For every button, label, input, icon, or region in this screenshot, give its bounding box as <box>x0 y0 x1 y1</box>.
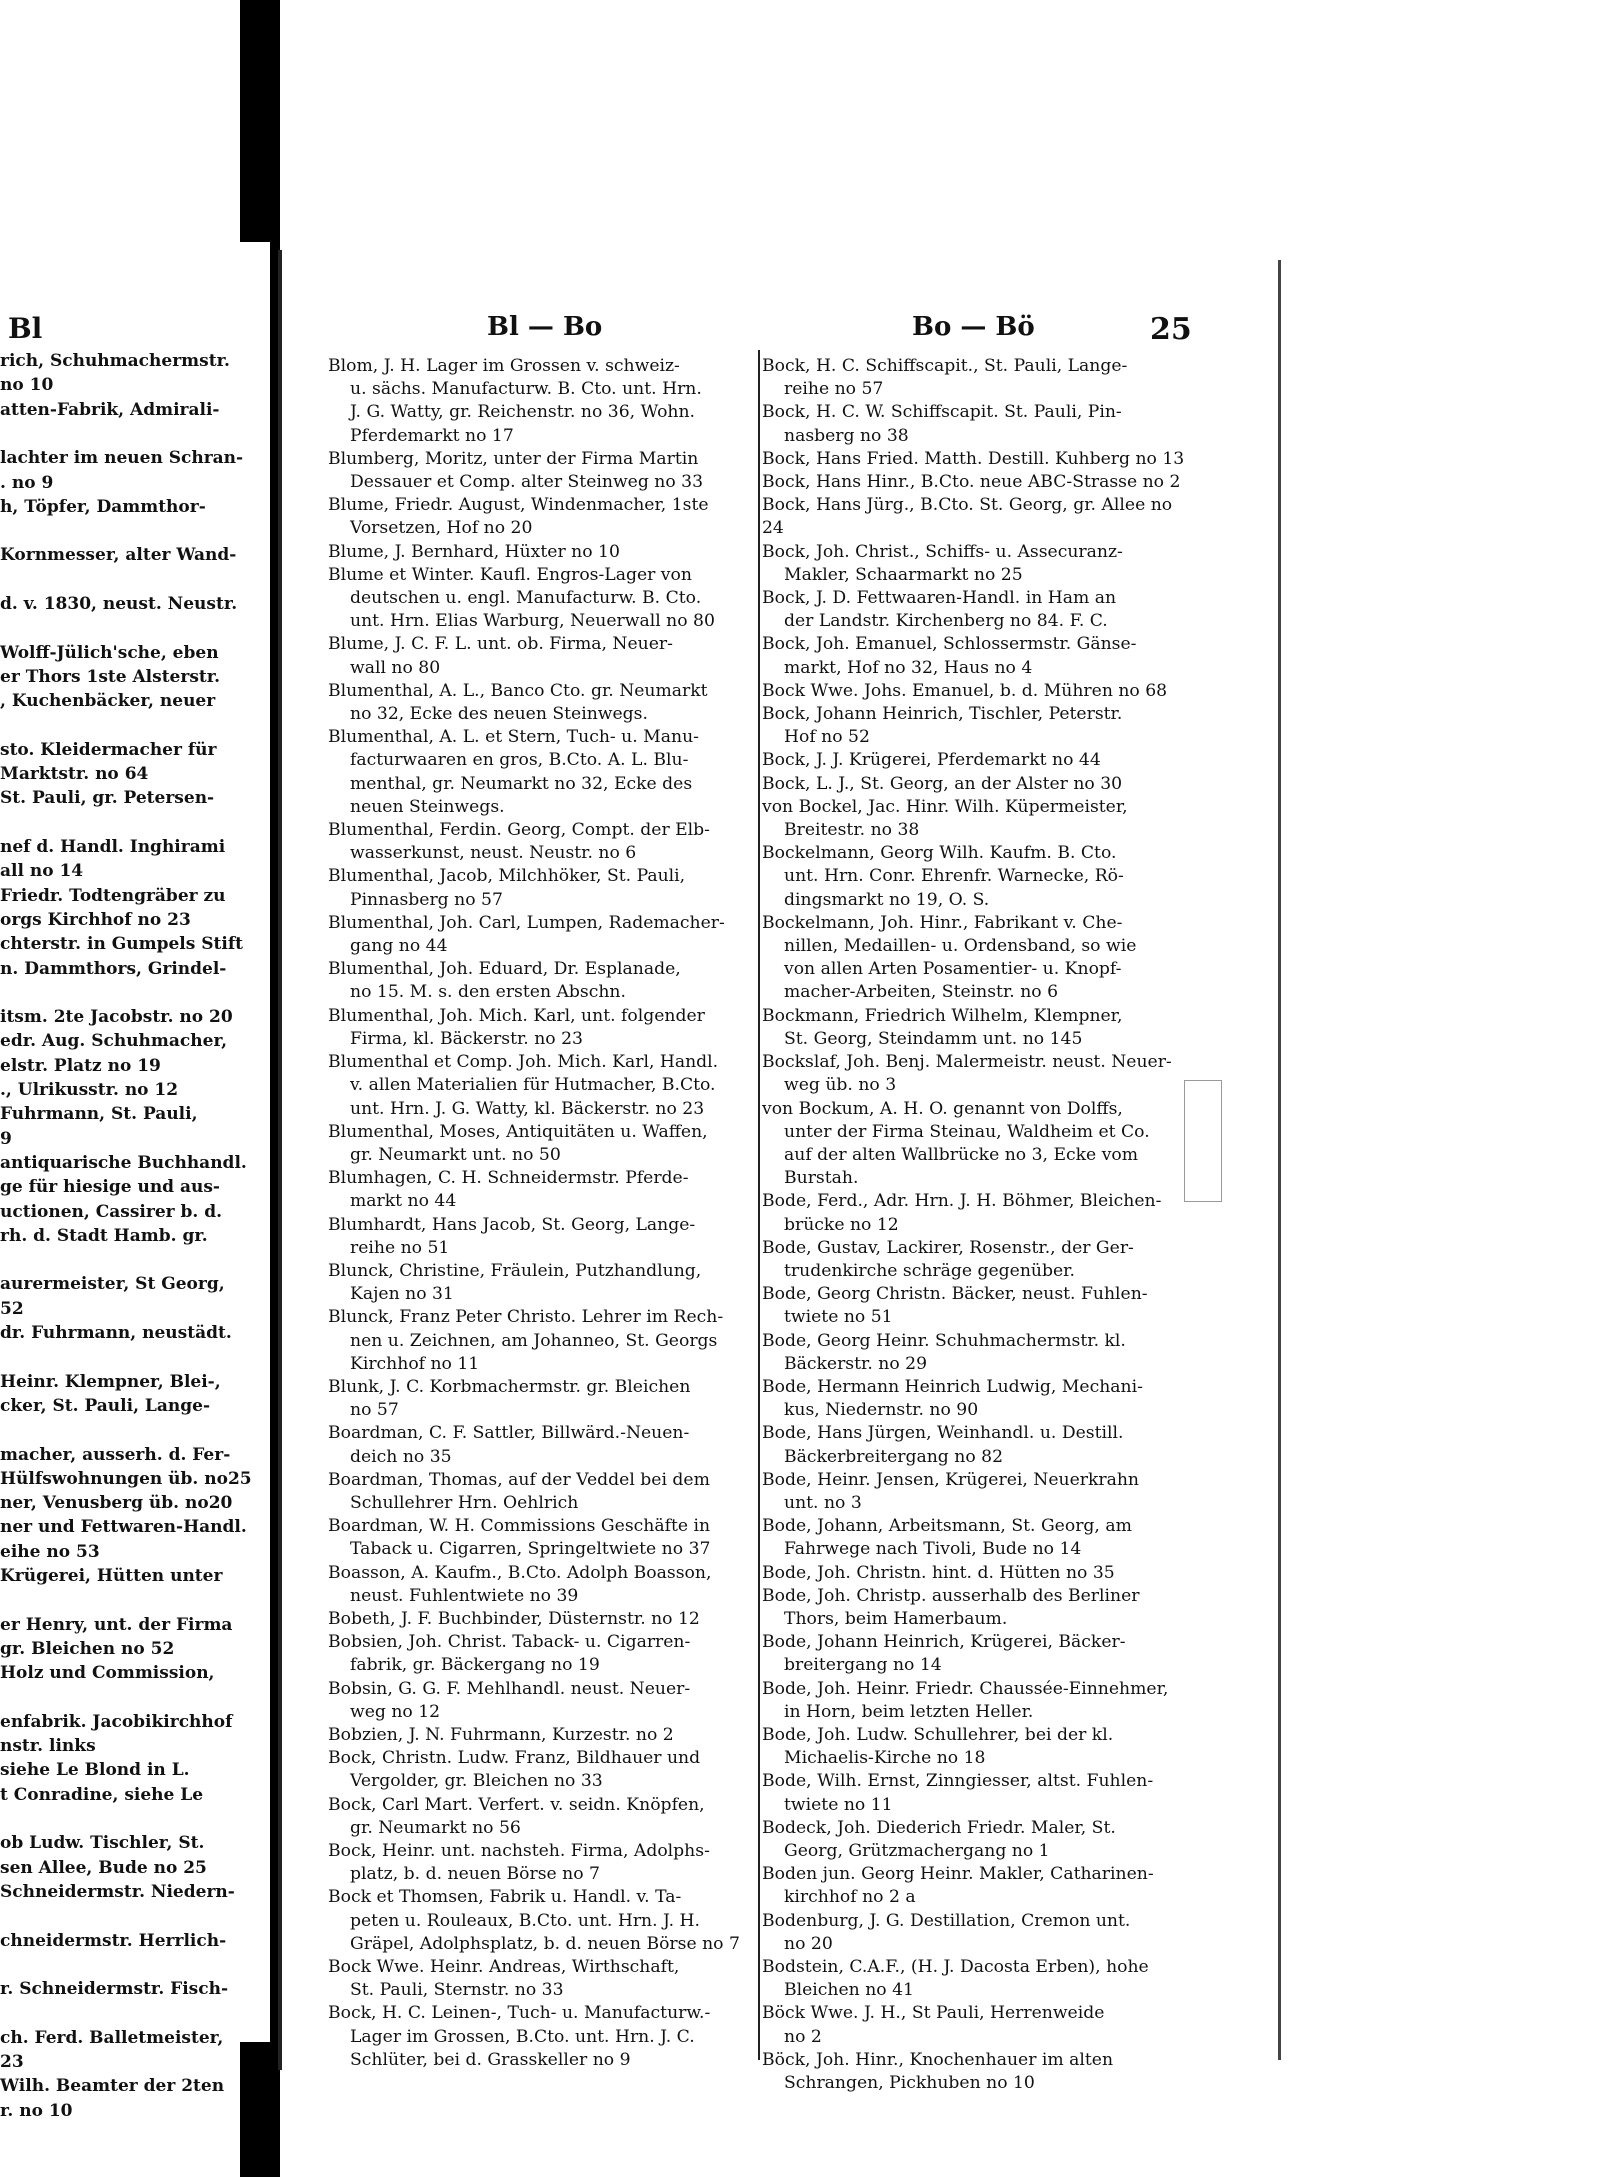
entry-first-line: Boasson, A. Kaufm., B.Cto. Adolph Boasson, <box>328 1562 712 1583</box>
entry-continuation-line: Bleichen no 41 <box>784 1980 914 2001</box>
entry-first-line: Boardman, C. F. Sattler, Billwärd.-Neuen- <box>328 1423 690 1444</box>
entry-first-line: Bock, Hans Fried. Matth. Destill. Kuhberg no 13 <box>762 448 1185 469</box>
entry-first-line: Bockmann, Friedrich Wilhelm, Klempner, <box>762 1005 1123 1026</box>
entry-continuation-line: Vergolder, gr. Bleichen no 33 <box>350 1771 603 1792</box>
entry-first-line: Bode, Joh. Christn. hint. d. Hütten no 35 <box>762 1562 1115 1583</box>
entry-first-line: Blumhardt, Hans Jacob, St. Georg, Lange- <box>328 1214 696 1235</box>
directory-entry <box>328 680 754 726</box>
entry-continuation-line: facturwaaren en gros, B.Cto. A. L. Blu- <box>350 750 689 771</box>
entry-continuation-line: platz, b. d. neuen Börse no 7 <box>350 1864 600 1885</box>
left-page-line: eihe no 53 <box>0 1541 100 1562</box>
entry-first-line: Bock Wwe. Heinr. Andreas, Wirthschaft, <box>328 1957 680 1978</box>
directory-entry <box>762 1376 1186 1422</box>
left-page-line: nstr. links <box>0 1736 96 1757</box>
directory-entry <box>328 355 754 448</box>
entry-first-line: Blumhagen, C. H. Schneidermstr. Pferde- <box>328 1168 689 1189</box>
entry-continuation-line: dingsmarkt no 19, O. S. <box>784 889 990 910</box>
entry-continuation-line: peten u. Rouleaux, B.Cto. unt. Hrn. J. H. <box>350 1910 700 1931</box>
left-page-line: r. Schneidermstr. Fisch- <box>0 1979 229 2000</box>
directory-entry <box>762 471 1186 494</box>
left-page-line: er Henry, unt. der Firma <box>0 1614 233 1635</box>
entry-first-line: Böck Wwe. J. H., St Pauli, Herrenweide <box>762 2003 1105 2024</box>
directory-entry <box>328 1005 754 1051</box>
entry-continuation-line: Schullehrer Hrn. Oehlrich <box>350 1492 579 1513</box>
directory-column-1 <box>328 355 754 2072</box>
left-page-line: Friedr. Todtengräber zu <box>0 885 226 906</box>
directory-entry <box>328 1051 754 1121</box>
left-page-line: cker, St. Pauli, Lange- <box>0 1395 211 1416</box>
entry-continuation-line: Lager im Grossen, B.Cto. unt. Hrn. J. C. <box>350 2026 695 2047</box>
entry-first-line: Blumenthal, Jacob, Milchhöker, St. Pauli, <box>328 866 686 887</box>
entry-first-line: Bock, Christn. Ludw. Franz, Bildhauer und <box>328 1748 701 1769</box>
entry-first-line: Blom, J. H. Lager im Grossen v. schweiz- <box>328 356 680 376</box>
entry-first-line: Blumenthal, Joh. Carl, Lumpen, Rademacher- <box>328 912 725 933</box>
directory-entry <box>762 680 1186 703</box>
directory-entry <box>762 1956 1186 2002</box>
running-head-right: Bo — Bö <box>912 312 1035 342</box>
entry-continuation-line: weg üb. no 3 <box>784 1075 897 1096</box>
right-page-edge <box>1278 260 1281 2060</box>
directory-entry <box>762 773 1186 796</box>
entry-continuation-line: unter der Firma Steinau, Waldheim et Co. <box>784 1121 1150 1142</box>
left-page-line: elstr. Platz no 19 <box>0 1055 161 1076</box>
directory-entry <box>762 1098 1186 1191</box>
entry-first-line: Bodstein, C.A.F., (H. J. Dacosta Erben), hohe <box>762 1957 1149 1978</box>
directory-entry <box>328 2002 754 2072</box>
left-page-line: ge für hiesige und aus- <box>0 1177 220 1198</box>
left-page-line: . no 9 <box>0 472 54 493</box>
entry-continuation-line: no 20 <box>784 1933 833 1954</box>
directory-entry <box>762 1678 1186 1724</box>
directory-entry <box>328 1562 754 1608</box>
entry-first-line: Blumenthal, A. L. et Stern, Tuch- u. Manu- <box>328 727 699 748</box>
left-page-line: Krügerei, Hütten unter <box>0 1566 223 1586</box>
entry-continuation-line: weg no 12 <box>350 1701 441 1722</box>
left-page-line: all no 14 <box>0 861 84 882</box>
directory-entry <box>762 1724 1186 1770</box>
entry-first-line: Bock, Heinr. unt. nachsteh. Firma, Adolphs- <box>328 1841 710 1861</box>
directory-entry <box>762 541 1186 587</box>
directory-column-2 <box>762 355 1186 2095</box>
entry-first-line: Boden jun. Georg Heinr. Makler, Catharinen- <box>762 1864 1154 1885</box>
directory-entry <box>762 1005 1186 1051</box>
left-page-line: ., Ulrikusstr. no 12 <box>0 1080 179 1100</box>
entry-continuation-line: Hof no 52 <box>784 727 870 748</box>
entry-first-line: Blume, J. Bernhard, Hüxter no 10 <box>328 541 620 562</box>
entry-continuation-line: auf der alten Wallbrücke no 3, Ecke vom <box>784 1144 1139 1165</box>
left-page-line: enfabrik. Jacobikirchhof <box>0 1711 233 1732</box>
directory-entry <box>762 587 1186 633</box>
directory-entry <box>762 1051 1186 1097</box>
left-page-line: Hülfswohnungen üb. no25 <box>0 1468 252 1489</box>
directory-entry <box>762 912 1186 1005</box>
directory-entry <box>762 1330 1186 1376</box>
entry-first-line: Bock, H. C. W. Schiffscapit. St. Pauli, Pin- <box>762 402 1122 423</box>
entry-first-line: Bode, Joh. Christp. ausserhalb des Berliner <box>762 1585 1140 1606</box>
entry-first-line: Blume, Friedr. August, Windenmacher, 1ste <box>328 495 709 516</box>
entry-first-line: Blumberg, Moritz, unter der Firma Martin <box>328 448 699 469</box>
left-page-line: Kornmesser, alter Wand- <box>0 545 237 566</box>
directory-entry <box>328 1886 754 1956</box>
entry-first-line: Bode, Johann, Arbeitsmann, St. Georg, am <box>762 1516 1132 1537</box>
entry-first-line: Bode, Joh. Ludw. Schullehrer, bei der kl. <box>762 1724 1114 1745</box>
library-stamp <box>1184 1080 1222 1202</box>
entry-continuation-line: wall no 80 <box>350 657 441 678</box>
entry-first-line: Bode, Wilh. Ernst, Zinngiesser, altst. Fuhlen- <box>762 1771 1154 1792</box>
entry-continuation-line: nasberg no 38 <box>784 425 909 446</box>
entry-first-line: Bock, Hans Hinr., B.Cto. neue ABC-Strasse no 2 <box>762 472 1181 493</box>
left-page-line: lachter im neuen Schran- <box>0 448 244 469</box>
directory-entry <box>328 958 754 1004</box>
directory-entry <box>328 1214 754 1260</box>
directory-entry <box>328 1840 754 1886</box>
left-page-line: 9 <box>0 1128 12 1149</box>
entry-continuation-line: Gräpel, Adolphsplatz, b. d. neuen Börse no 7 <box>350 1933 740 1954</box>
entry-continuation-line: no 57 <box>350 1400 399 1421</box>
entry-first-line: Bode, Ferd., Adr. Hrn. J. H. Böhmer, Bleichen- <box>762 1191 1162 1212</box>
directory-entry <box>328 541 754 564</box>
directory-entry <box>328 1794 754 1840</box>
entry-first-line: von Bockel, Jac. Hinr. Wilh. Küpermeister, <box>762 796 1128 817</box>
entry-first-line: Bobsien, Joh. Christ. Taback- u. Cigarren- <box>328 1632 691 1653</box>
directory-entry <box>328 726 754 819</box>
directory-entry <box>762 796 1186 842</box>
directory-entry <box>762 703 1186 749</box>
directory-entry <box>762 494 1186 540</box>
entry-continuation-line: Pinnasberg no 57 <box>350 889 503 910</box>
entry-first-line: Bode, Heinr. Jensen, Krügerei, Neuerkrahn <box>762 1469 1139 1490</box>
left-page-line: St. Pauli, gr. Petersen- <box>0 788 215 809</box>
directory-entry <box>328 1469 754 1515</box>
entry-continuation-line: Taback u. Cigarren, Springeltwiete no 37 <box>350 1539 711 1560</box>
entry-continuation-line: Michaelis-Kirche no 18 <box>784 1748 986 1769</box>
directory-entry <box>762 2049 1186 2095</box>
left-page-line: sto. Kleidermacher für <box>0 739 217 760</box>
entry-continuation-line: von allen Arten Posamentier- u. Knopf- <box>784 959 1122 980</box>
entry-continuation-line: Fahrwege nach Tivoli, Bude no 14 <box>784 1539 1082 1560</box>
entry-continuation-line: reihe no 57 <box>784 379 884 400</box>
entry-continuation-line: gr. Neumarkt no 56 <box>350 1817 521 1838</box>
left-page-line: Marktstr. no 64 <box>0 764 149 785</box>
left-page-line: r. no 10 <box>0 2100 73 2121</box>
directory-entry <box>328 1422 754 1468</box>
left-page-line: dr. Fuhrmann, neustädt. <box>0 1323 232 1343</box>
left-page-line: antiquarische Buchhandl. <box>0 1152 247 1173</box>
entry-continuation-line: macher-Arbeiten, Steinstr. no 6 <box>784 982 1059 1003</box>
entry-first-line: Bock, J. D. Fettwaaren-Handl. in Ham an <box>762 588 1117 609</box>
entry-continuation-line: gang no 44 <box>350 936 448 957</box>
directory-entry <box>762 1817 1186 1863</box>
directory-entry <box>762 1190 1186 1236</box>
entry-first-line: Bock, Joh. Emanuel, Schlossermstr. Gänse- <box>762 634 1137 655</box>
entry-first-line: Bode, Gustav, Lackirer, Rosenstr., der Ger- <box>762 1237 1134 1258</box>
entry-continuation-line: St. Georg, Steindamm unt. no 145 <box>784 1028 1083 1049</box>
directory-entry <box>328 1376 754 1422</box>
directory-entry <box>762 1863 1186 1909</box>
entry-continuation-line: deich no 35 <box>350 1446 452 1467</box>
entry-continuation-line: unt. Hrn. Elias Warburg, Neuerwall no 80 <box>350 611 715 632</box>
directory-entry <box>328 1121 754 1167</box>
directory-entry <box>328 564 754 634</box>
entry-first-line: Bode, Georg Christn. Bäcker, neust. Fuhlen- <box>762 1284 1148 1305</box>
entry-continuation-line: Bäckerstr. no 29 <box>784 1353 928 1374</box>
running-head-left: Bl — Bo <box>487 312 603 342</box>
entry-first-line: Blunck, Franz Peter Christo. Lehrer im Rech- <box>328 1307 724 1328</box>
directory-entry <box>762 1770 1186 1816</box>
entry-continuation-line: neuen Steinwegs. <box>350 796 505 817</box>
entry-first-line: Blumenthal, Ferdin. Georg, Compt. der Elb- <box>328 820 710 841</box>
entry-continuation-line: unt. no 3 <box>784 1492 862 1513</box>
column-divider <box>758 350 760 2060</box>
entry-continuation-line: Schlüter, bei d. Grasskeller no 9 <box>350 2049 631 2070</box>
directory-entry <box>328 1631 754 1677</box>
directory-entry <box>328 912 754 958</box>
entry-continuation-line: kirchhof no 2 a <box>784 1887 916 1908</box>
entry-continuation-line: Breitestr. no 38 <box>784 820 920 841</box>
directory-entry <box>328 865 754 911</box>
left-page-line: macher, ausserh. d. Fer- <box>0 1444 231 1465</box>
directory-entry <box>762 2002 1186 2048</box>
left-page-line: siehe Le Blond in L. <box>0 1760 190 1781</box>
directory-entry <box>328 1167 754 1213</box>
directory-entry <box>328 1747 754 1793</box>
entry-continuation-line: Bäckerbreitergang no 82 <box>784 1446 1004 1467</box>
entry-continuation-line: unt. Hrn. Conr. Ehrenfr. Warnecke, Rö- <box>784 866 1124 887</box>
left-page-line: t Conradine, siehe Le <box>0 1784 204 1805</box>
entry-first-line: Bockslaf, Joh. Benj. Malermeistr. neust. Neuer- <box>762 1052 1172 1073</box>
directory-entry <box>328 1678 754 1724</box>
left-page-line: n. Dammthors, Grindel- <box>0 958 227 979</box>
directory-entry <box>328 1956 754 2002</box>
entry-continuation-line: twiete no 11 <box>784 1794 893 1815</box>
entry-first-line: von Bockum, A. H. O. genannt von Dolffs, <box>762 1098 1123 1119</box>
entry-continuation-line: St. Pauli, Sternstr. no 33 <box>350 1980 564 2001</box>
left-page-line: Wolff-Jülich'sche, eben <box>0 642 219 663</box>
entry-first-line: Blunck, Christine, Fräulein, Putzhandlung, <box>328 1260 702 1281</box>
entry-continuation-line: Makler, Schaarmarkt no 25 <box>784 564 1023 585</box>
directory-entry <box>762 842 1186 912</box>
entry-continuation-line: twiete no 51 <box>784 1307 893 1328</box>
entry-continuation-line: no 15. M. s. den ersten Abschn. <box>350 982 626 1003</box>
entry-continuation-line: markt no 44 <box>350 1191 457 1212</box>
left-page-line: ob Ludw. Tischler, St. <box>0 1833 205 1854</box>
entry-first-line: Bock, J. J. Krügerei, Pferdemarkt no 44 <box>762 750 1101 771</box>
entry-first-line: Bodeck, Joh. Diederich Friedr. Maler, St. <box>762 1817 1116 1838</box>
left-page-line: Schneidermstr. Niedern- <box>0 1881 235 1902</box>
entry-continuation-line: in Horn, beim letzten Heller. <box>784 1701 1034 1722</box>
left-page-line: ner, Venusberg üb. no20 <box>0 1493 233 1514</box>
left-page-line: rich, Schuhmachermstr. <box>0 351 230 371</box>
directory-entry <box>762 1422 1186 1468</box>
entry-first-line: Blumenthal, Joh. Mich. Karl, unt. folgender <box>328 1005 705 1026</box>
directory-entry <box>328 1724 754 1747</box>
directory-entry <box>328 494 754 540</box>
left-page-line: edr. Aug. Schuhmacher, <box>0 1031 228 1052</box>
entry-continuation-line: brücke no 12 <box>784 1214 899 1235</box>
left-page-line: Heinr. Klempner, Blei-, <box>0 1371 221 1392</box>
directory-entry <box>328 1608 754 1631</box>
left-page-header: Bl <box>8 312 43 345</box>
entry-first-line: Blumenthal, A. L., Banco Cto. gr. Neumarkt <box>328 680 708 701</box>
entry-continuation-line: Pferdemarkt no 17 <box>350 425 514 446</box>
left-page-line: h, Töpfer, Dammthor- <box>0 496 206 517</box>
entry-continuation-line: nillen, Medaillen- u. Ordensband, so wie <box>784 936 1137 957</box>
entry-first-line: Bock, Joh. Christ., Schiffs- u. Assecuranz- <box>762 541 1123 562</box>
entry-first-line: Bock, Johann Heinrich, Tischler, Peterstr. <box>762 704 1123 725</box>
entry-first-line: Blumenthal, Joh. Eduard, Dr. Esplanade, <box>328 959 681 980</box>
page-number: 25 <box>1150 312 1192 347</box>
entry-continuation-line: nen u. Zeichnen, am Johanneo, St. Georgs <box>350 1330 718 1351</box>
entry-continuation-line: breitergang no 14 <box>784 1655 942 1676</box>
entry-continuation-line: Kirchhof no 11 <box>350 1353 480 1374</box>
entry-first-line: Blume et Winter. Kaufl. Engros-Lager von <box>328 564 692 585</box>
left-page-line: d. v. 1830, neust. Neustr. <box>0 594 238 614</box>
left-page-line: no 10 <box>0 375 54 396</box>
entry-continuation-line: wasserkunst, neust. Neustr. no 6 <box>350 843 637 864</box>
entry-first-line: Blunk, J. C. Korbmachermstr. gr. Bleichen <box>328 1376 691 1397</box>
left-page-line: chneidermstr. Herrlich- <box>0 1930 227 1951</box>
directory-entry <box>762 1515 1186 1561</box>
entry-first-line: Blumenthal, Moses, Antiquitäten u. Waffen, <box>328 1121 708 1142</box>
entry-first-line: Bode, Hermann Heinrich Ludwig, Mechani- <box>762 1376 1143 1397</box>
entry-continuation-line: Dessauer et Comp. alter Steinweg no 33 <box>350 472 704 493</box>
entry-continuation-line: Georg, Grützmachergang no 1 <box>784 1841 1050 1861</box>
entry-first-line: Bock, Hans Jürg., B.Cto. St. Georg, gr. Allee no 24 <box>762 495 1173 539</box>
left-page-line: 23 <box>0 2052 24 2072</box>
entry-first-line: Bockelmann, Joh. Hinr., Fabrikant v. Che- <box>762 912 1123 933</box>
left-page-line: sen Allee, Bude no 25 <box>0 1857 207 1878</box>
entry-continuation-line: Thors, beim Hamerbaum. <box>784 1608 1008 1629</box>
entry-continuation-line: kus, Niedernstr. no 90 <box>784 1400 979 1421</box>
entry-continuation-line: reihe no 51 <box>350 1237 450 1258</box>
directory-entry <box>762 1237 1186 1283</box>
entry-continuation-line: Schrangen, Pickhuben no 10 <box>784 2073 1035 2094</box>
entry-first-line: Bockelmann, Georg Wilh. Kaufm. B. Cto. <box>762 843 1117 864</box>
entry-first-line: Boardman, Thomas, auf der Veddel bei dem <box>328 1469 710 1490</box>
entry-first-line: Bock, Carl Mart. Verfert. v. seidn. Knöpfen, <box>328 1794 705 1815</box>
directory-entry <box>762 1283 1186 1329</box>
entry-first-line: Bode, Joh. Heinr. Friedr. Chaussée-Einnehmer, <box>762 1678 1169 1699</box>
entry-first-line: Boardman, W. H. Commissions Geschäfte in <box>328 1516 711 1537</box>
left-page-line: gr. Bleichen no 52 <box>0 1638 175 1659</box>
left-page-line: rh. d. Stadt Hamb. gr. <box>0 1225 208 1246</box>
left-page-line: aurermeister, St Georg, <box>0 1274 225 1295</box>
entry-continuation-line: der Landstr. Kirchenberg no 84. F. C. <box>784 611 1108 632</box>
directory-entry <box>762 749 1186 772</box>
left-page-line: uctionen, Cassirer b. d. <box>0 1201 223 1222</box>
directory-entry <box>328 448 754 494</box>
directory-entry <box>762 633 1186 679</box>
entry-continuation-line: no 2 <box>784 2026 822 2047</box>
entry-continuation-line: fabrik, gr. Bäckergang no 19 <box>350 1655 600 1676</box>
entry-first-line: Blumenthal et Comp. Joh. Mich. Karl, Handl. <box>328 1052 719 1073</box>
entry-continuation-line: trudenkirche schräge gegenüber. <box>784 1260 1075 1281</box>
directory-entry <box>762 1562 1186 1585</box>
directory-entry <box>762 1910 1186 1956</box>
entry-continuation-line: markt, Hof no 32, Haus no 4 <box>784 657 1033 678</box>
entry-continuation-line: gr. Neumarkt unt. no 50 <box>350 1144 561 1165</box>
left-page-line: nef d. Handl. Inghirami <box>0 837 226 857</box>
entry-first-line: Bodenburg, J. G. Destillation, Cremon unt. <box>762 1910 1131 1931</box>
entry-first-line: Bobsin, G. G. F. Mehlhandl. neust. Neuer- <box>328 1678 691 1699</box>
entry-first-line: Bobeth, J. F. Buchbinder, Düsternstr. no 12 <box>328 1608 700 1629</box>
directory-entry <box>328 633 754 679</box>
left-page-line: orgs Kirchhof no 23 <box>0 909 191 930</box>
entry-continuation-line: no 32, Ecke des neuen Steinwegs. <box>350 704 648 725</box>
entry-first-line: Bode, Johann Heinrich, Krügerei, Bäcker- <box>762 1632 1126 1653</box>
directory-entry <box>762 401 1186 447</box>
left-page-line: Fuhrmann, St. Pauli, <box>0 1104 198 1125</box>
entry-continuation-line: unt. Hrn. J. G. Watty, kl. Bäckerstr. no 23 <box>350 1098 705 1119</box>
left-page-line: itsm. 2te Jacobstr. no 20 <box>0 1007 233 1028</box>
directory-entry <box>762 1585 1186 1631</box>
directory-entry <box>762 355 1186 401</box>
left-page-fragment <box>0 242 270 2121</box>
left-page-line: chterstr. in Gumpels Stift <box>0 934 243 955</box>
entry-first-line: Bobzien, J. N. Fuhrmann, Kurzestr. no 2 <box>328 1724 674 1745</box>
entry-continuation-line: Vorsetzen, Hof no 20 <box>350 518 533 539</box>
left-page-line: ner und Fettwaren-Handl. <box>0 1517 247 1538</box>
entry-first-line: Blume, J. C. F. L. unt. ob. Firma, Neuer- <box>328 634 673 655</box>
entry-first-line: Bode, Hans Jürgen, Weinhandl. u. Destill. <box>762 1423 1124 1444</box>
directory-entry <box>762 448 1186 471</box>
entry-continuation-line: neust. Fuhlentwiete no 39 <box>350 1585 579 1606</box>
directory-entry <box>328 1260 754 1306</box>
entry-first-line: Bock, H. C. Leinen-, Tuch- u. Manufacturw.- <box>328 2003 711 2024</box>
left-page-line: , Kuchenbäcker, neuer <box>0 691 216 712</box>
left-page-line: Wilh. Beamter der 2ten <box>0 2076 225 2097</box>
entry-continuation-line: Firma, kl. Bäckerstr. no 23 <box>350 1028 583 1049</box>
entry-continuation-line: deutschen u. engl. Manufacturw. B. Cto. <box>350 588 702 609</box>
entry-continuation-line: Kajen no 31 <box>350 1284 454 1305</box>
left-page-line: 52 <box>0 1298 24 1319</box>
entry-continuation-line: u. sächs. Manufacturw. B. Cto. unt. Hrn. <box>350 379 702 400</box>
left-page-line: ch. Ferd. Balletmeister, <box>0 2027 224 2048</box>
entry-first-line: Böck, Joh. Hinr., Knochenhauer im alten <box>762 2049 1114 2070</box>
directory-entry <box>328 1515 754 1561</box>
directory-entry <box>762 1631 1186 1677</box>
entry-continuation-line: J. G. Watty, gr. Reichenstr. no 36, Wohn. <box>350 402 696 423</box>
entry-first-line: Bock, L. J., St. Georg, an der Alster no 30 <box>762 773 1123 794</box>
directory-entry <box>328 819 754 865</box>
entry-continuation-line: menthal, gr. Neumarkt no 32, Ecke des <box>350 773 693 794</box>
entry-first-line: Bock Wwe. Johs. Emanuel, b. d. Mühren no 68 <box>762 680 1168 701</box>
entry-continuation-line: v. allen Materialien für Hutmacher, B.Cto. <box>350 1075 716 1096</box>
left-page-line: Holz und Commission, <box>0 1663 215 1684</box>
directory-entry <box>328 1306 754 1376</box>
left-page-line: er Thors 1ste Alsterstr. <box>0 666 221 687</box>
entry-first-line: Bock, H. C. Schiffscapit., St. Pauli, Lange- <box>762 356 1128 376</box>
directory-entry <box>762 1469 1186 1515</box>
left-page-line: atten-Fabrik, Admirali- <box>0 399 220 420</box>
entry-first-line: Bode, Georg Heinr. Schuhmachermstr. kl. <box>762 1330 1126 1351</box>
entry-first-line: Bock et Thomsen, Fabrik u. Handl. v. Ta- <box>328 1887 682 1908</box>
entry-continuation-line: Burstah. <box>784 1168 859 1189</box>
